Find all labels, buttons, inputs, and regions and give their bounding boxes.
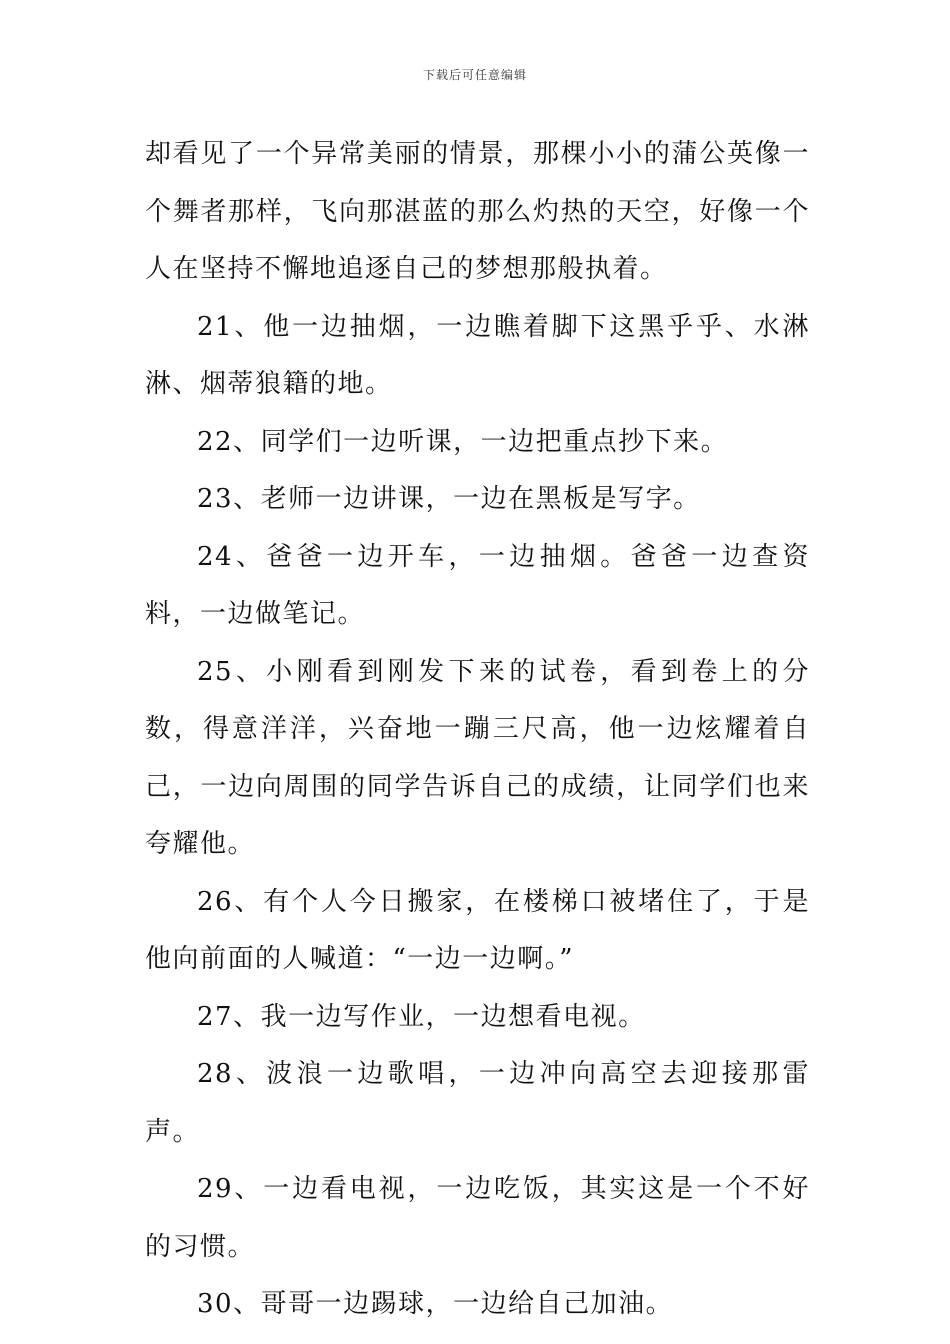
paragraph-25: 25、小刚看到刚发下来的试卷，看到卷上的分数，得意洋洋，兴奋地一蹦三尺高，他一边炫耀着自己，一边向周围的同学告诉自己的成绩，让同学们也来夸耀他。 <box>145 656 810 859</box>
paragraph-23: 23、老师一边讲课，一边在黑板是写字。 <box>197 484 701 514</box>
paragraph-26: 26、有个人今日搬家，在楼梯口被堵住了，于是他向前面的人喊道：“一边一边啊。” <box>145 886 810 974</box>
paragraph-continuation: 却看见了一个异常美丽的情景，那棵小小的蒲公英像一个舞者那样，飞向那湛蓝的那么灼热的天空，好像一个人在坚持不懈地追逐自己的梦想那般执着。 <box>145 139 810 284</box>
paragraph-22: 22、同学们一边听课，一边把重点抄下来。 <box>197 426 729 457</box>
document-body <box>145 126 810 1334</box>
paragraph-30: 30、哥哥一边踢球，一边给自己加油。 <box>197 1289 674 1319</box>
page-header: 下载后可任意编辑 <box>422 68 527 82</box>
paragraph-28: 28、波浪一边歌唱，一边冲向高空去迎接那雷声。 <box>145 1059 810 1147</box>
paragraph-21: 21、他一边抽烟，一边瞧着脚下这黑乎乎、水淋淋、烟蒂狼籍的地。 <box>145 311 810 399</box>
paragraph-27: 27、我一边写作业，一边想看电视。 <box>197 1001 646 1032</box>
paragraph-29: 29、一边看电视，一边吃饭，其实这是一个不好的习惯。 <box>145 1174 810 1262</box>
paragraph-24: 24、爸爸一边开车，一边抽烟。爸爸一边查资料，一边做笔记。 <box>145 541 810 629</box>
